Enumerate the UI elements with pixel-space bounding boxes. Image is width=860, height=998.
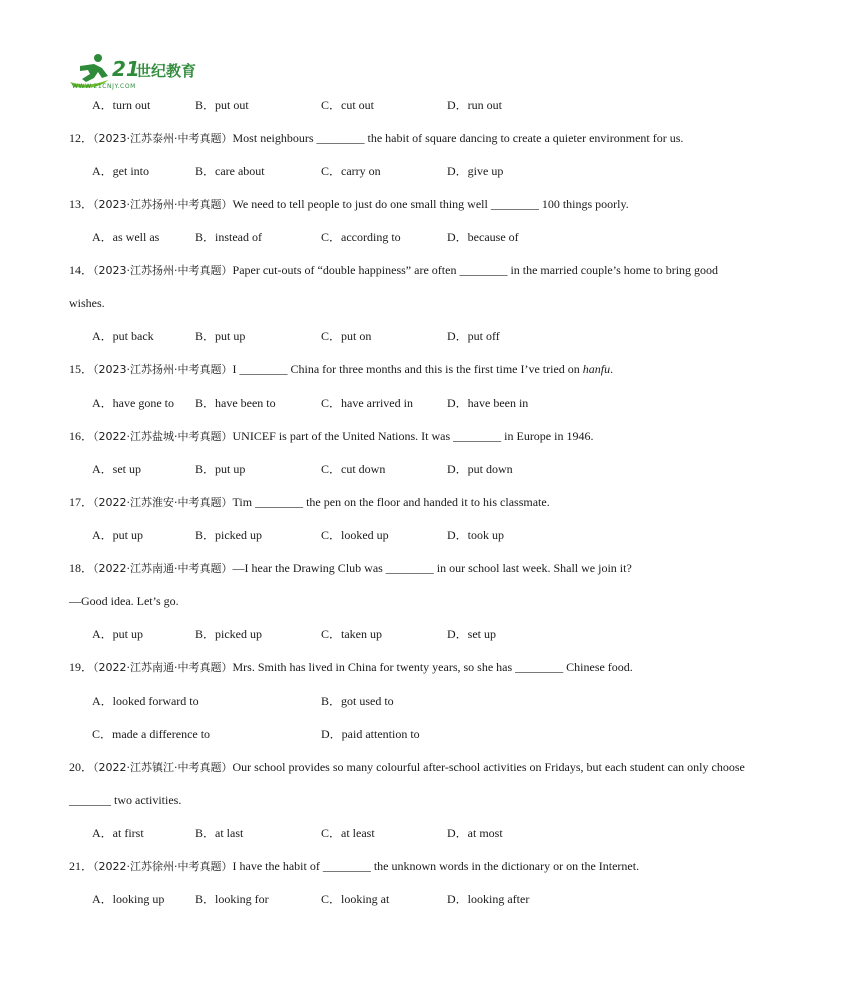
- option: D．put down: [447, 462, 513, 476]
- option: D．have been in: [447, 396, 529, 410]
- option: A．set up: [92, 462, 141, 476]
- option: C．made a difference to: [92, 727, 211, 741]
- question-text: UNICEF is part of the United Nations. It was ________ in Europe in 1946.: [232, 429, 594, 443]
- option: C．according to: [321, 230, 401, 244]
- option: C．have arrived in: [321, 396, 413, 410]
- question-number: 12．: [69, 131, 94, 145]
- runner-logo-icon: [68, 52, 218, 90]
- option: A．have gone to: [92, 396, 174, 410]
- question-17: [69, 494, 550, 511]
- option: A．put up: [92, 528, 144, 542]
- option: A．looked forward to: [92, 694, 199, 708]
- option: C．looking at: [321, 892, 390, 906]
- question-source: （2023·江苏泰州·中考真题）: [93, 132, 233, 145]
- question-text: Our school provides so many colourful after-school activities on Fridays, but each student can only choose: [232, 760, 745, 774]
- question-source: （2022·江苏淮安·中考真题）: [93, 496, 233, 509]
- question-italic-word: hanfu: [582, 362, 611, 376]
- svg-text:世纪教育: 世纪教育: [136, 62, 197, 80]
- option: B．have been to: [195, 396, 276, 410]
- option: A．put back: [92, 329, 154, 343]
- question-number: 18．: [69, 561, 94, 575]
- question-text: I ________ China for three months and this is the first time I’ve tried on: [232, 362, 583, 376]
- question-source: （2022·江苏南通·中考真题）: [93, 562, 233, 575]
- question-15: [69, 361, 613, 378]
- question-20-continuation: _______ two activities.: [69, 793, 182, 807]
- option: B．put up: [195, 462, 246, 476]
- option: B．picked up: [195, 627, 262, 641]
- option: B．got used to: [321, 694, 394, 708]
- option: D．because of: [447, 230, 519, 244]
- question-source: （2022·江苏盐城·中考真题）: [93, 430, 233, 443]
- question-source: （2022·江苏徐州·中考真题）: [93, 860, 233, 873]
- question-19: [69, 659, 633, 676]
- question-text: —I hear the Drawing Club was ________ in our school last week. Shall we join it?: [232, 561, 632, 575]
- question-text: Most neighbours ________ the habit of square dancing to create a quieter environment for us.: [232, 131, 684, 145]
- question-text: We need to tell people to just do one small thing well ________ 100 things poorly.: [232, 197, 629, 211]
- option: C．cut out: [321, 98, 374, 112]
- option: B．at last: [195, 826, 244, 840]
- question-source: （2022·江苏南通·中考真题）: [93, 661, 233, 674]
- question-12: [69, 130, 683, 147]
- question-20: [69, 759, 745, 776]
- svg-text:WWW.21CNJY.COM: WWW.21CNJY.COM: [72, 83, 136, 90]
- question-source: （2023·江苏扬州·中考真题）: [93, 363, 233, 376]
- question-number: 15．: [69, 362, 94, 376]
- question-text: I have the habit of ________ the unknown words in the dictionary or on the Internet.: [232, 859, 640, 873]
- option: C．cut down: [321, 462, 386, 476]
- option: A．as well as: [92, 230, 160, 244]
- question-number: 19．: [69, 660, 94, 674]
- question-number: 21．: [69, 859, 94, 873]
- question-number: 13．: [69, 197, 94, 211]
- question-source: （2023·江苏扬州·中考真题）: [93, 264, 233, 277]
- option: B．care about: [195, 164, 265, 178]
- option: C．put on: [321, 329, 372, 343]
- svg-text:21: 21: [112, 57, 140, 81]
- option: A．at first: [92, 826, 144, 840]
- question-14: [69, 262, 718, 279]
- option: B．looking for: [195, 892, 269, 906]
- option: C．carry on: [321, 164, 381, 178]
- logo: [68, 52, 218, 90]
- question-21: [69, 858, 639, 875]
- question-number: 17．: [69, 495, 94, 509]
- option: C．taken up: [321, 627, 382, 641]
- option: C．looked up: [321, 528, 389, 542]
- question-source: （2023·江苏扬州·中考真题）: [93, 198, 233, 211]
- option: B．picked up: [195, 528, 262, 542]
- question-18-continuation: —Good idea. Let’s go.: [69, 594, 179, 608]
- question-16: [69, 428, 593, 445]
- option: D．paid attention to: [321, 727, 420, 741]
- option: D．at most: [447, 826, 503, 840]
- option: D．looking after: [447, 892, 530, 906]
- option: A．looking up: [92, 892, 165, 906]
- question-number: 14．: [69, 263, 94, 277]
- option: B．put up: [195, 329, 246, 343]
- option: D．set up: [447, 627, 496, 641]
- option: C．at least: [321, 826, 375, 840]
- question-text-tail: .: [610, 362, 614, 376]
- option: D．put off: [447, 329, 500, 343]
- question-source: （2022·江苏镇江·中考真题）: [93, 761, 233, 774]
- question-18: [69, 560, 632, 577]
- option: B．instead of: [195, 230, 262, 244]
- option: D．run out: [447, 98, 502, 112]
- question-13: [69, 196, 629, 213]
- question-number: 20．: [69, 760, 94, 774]
- question-text: Tim ________ the pen on the floor and handed it to his classmate.: [232, 495, 550, 509]
- option: A．turn out: [92, 98, 151, 112]
- option: D．give up: [447, 164, 504, 178]
- question-text: Mrs. Smith has lived in China for twenty years, so she has ________ Chinese food.: [232, 660, 633, 674]
- question-number: 16．: [69, 429, 94, 443]
- option: A．put up: [92, 627, 144, 641]
- option: A．get into: [92, 164, 149, 178]
- question-text: Paper cut-outs of “double happiness” are often ________ in the married couple’s home to bring good: [232, 263, 719, 277]
- option: B．put out: [195, 98, 249, 112]
- option: D．took up: [447, 528, 505, 542]
- question-14-continuation: wishes.: [69, 296, 105, 310]
